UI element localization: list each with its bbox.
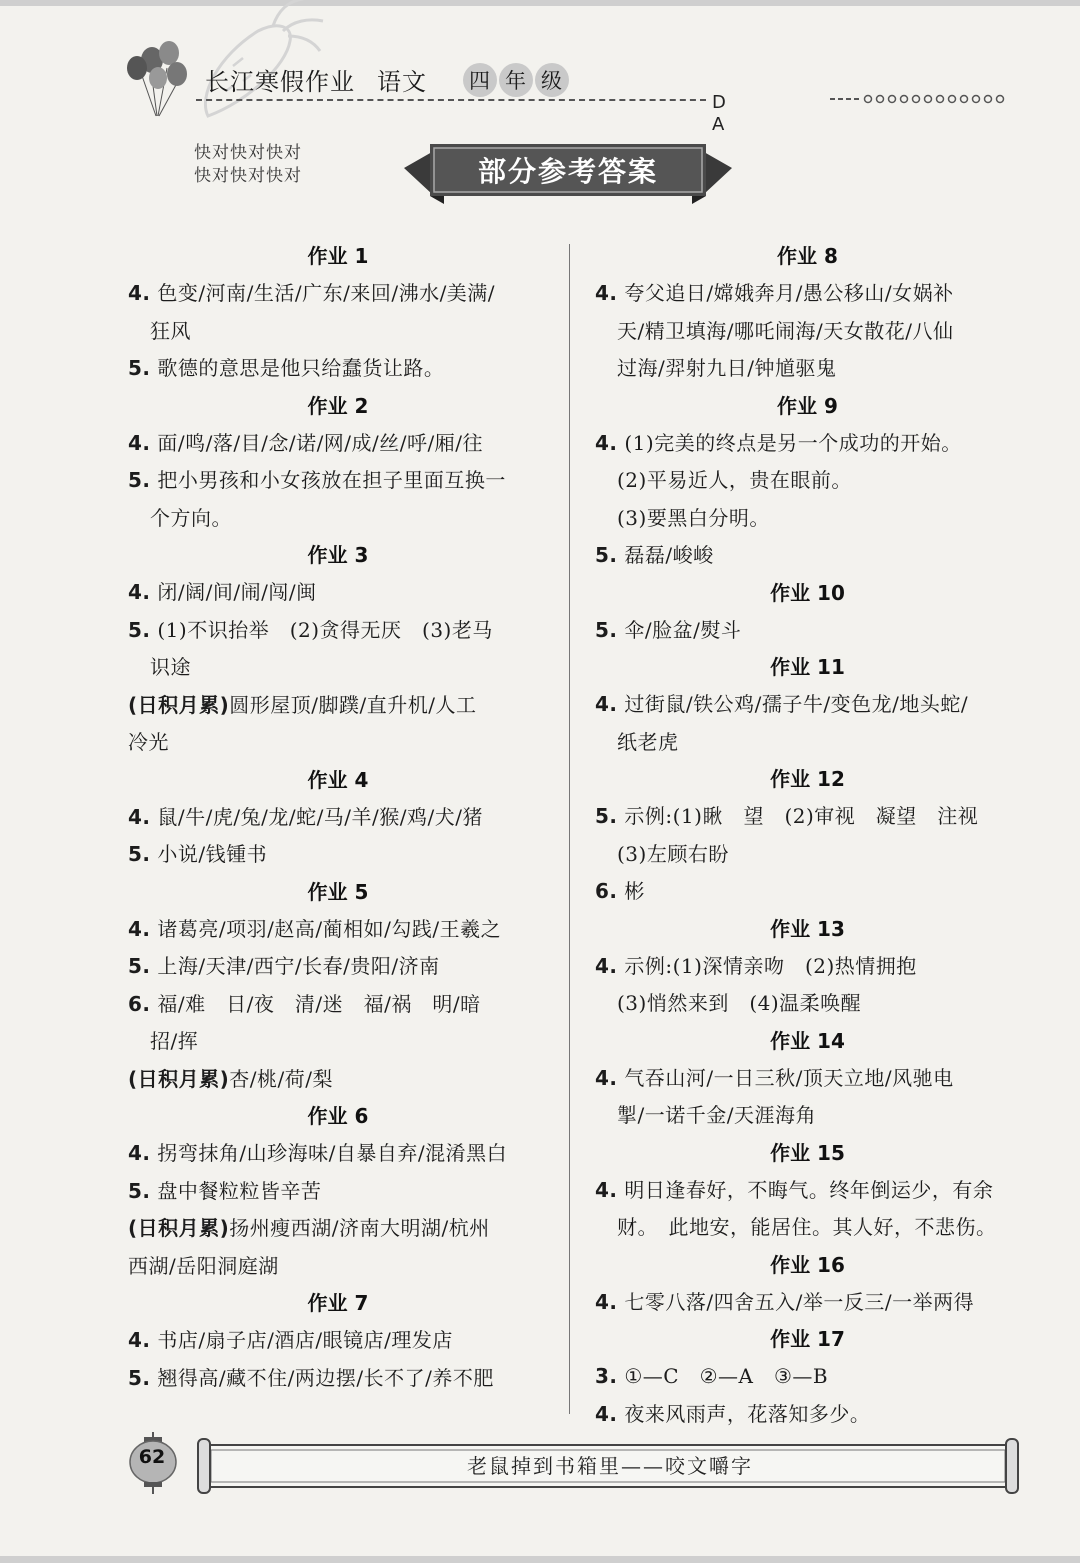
answer-text: 彬 <box>624 879 645 903</box>
answer-line <box>128 574 548 612</box>
answer-text: (1)完美的终点是另一个成功的开始。 <box>624 430 962 455</box>
question-number: 6. <box>595 879 618 903</box>
answer-text: (3)左顾右盼 <box>617 841 729 866</box>
answer-text: 夜来风雨声，花落知多少。 <box>624 1401 871 1426</box>
question-number: 4. <box>595 1401 618 1426</box>
answer-text: 纸老虎 <box>617 729 679 754</box>
subject-label: 语文 <box>377 68 427 96</box>
question-number: 5. <box>595 804 618 828</box>
answer-line <box>595 873 1020 911</box>
footer-proverb: 老鼠掉到书箱里——咬文嚼字 <box>467 1454 753 1478</box>
answer-line <box>128 1173 548 1211</box>
answer-text: 盘中餐粒粒皆辛苦 <box>157 1178 322 1203</box>
question-number: 4. <box>595 281 618 305</box>
section-title: 作业 11 <box>770 655 845 679</box>
answer-line <box>595 798 1020 836</box>
answer-text: 伞/脸盆/熨斗 <box>624 617 742 642</box>
letter-d: D <box>712 92 726 113</box>
answer-line <box>595 612 1020 650</box>
header-divider <box>196 99 706 101</box>
answer-line <box>595 1284 1020 1322</box>
answer-text: 色变/河南/生活/广东/来回/沸水/美满/ <box>157 281 496 305</box>
answer-line <box>595 686 1020 724</box>
slogan-line: 快对快对快对 <box>194 166 302 186</box>
section-title: 作业 3 <box>307 543 369 567</box>
answer-line <box>595 836 1020 874</box>
question-number: 3. <box>595 1364 618 1388</box>
question-number: 4. <box>128 281 151 305</box>
answer-text: 明日逢春好，不晦气。终年倒运少，有余 <box>624 1177 994 1202</box>
daily-accumulation-label: (日积月累) <box>128 1066 230 1091</box>
answer-text: 鼠/牛/虎/兔/龙/蛇/马/羊/猴/鸡/犬/猪 <box>157 804 483 829</box>
question-number: 4. <box>128 1328 151 1352</box>
answer-line <box>128 1360 548 1398</box>
banner-title: 部分参考答案 <box>477 155 658 188</box>
answer-line <box>595 462 1020 500</box>
question-number: 4. <box>128 1141 151 1165</box>
answer-line <box>595 313 1020 351</box>
question-number: 4. <box>595 953 618 978</box>
question-number: 4. <box>128 580 151 604</box>
answer-line <box>128 649 548 687</box>
answer-line <box>128 1135 548 1173</box>
question-number: 5. <box>128 842 151 866</box>
answer-text: 识途 <box>150 655 191 679</box>
slogan-line: 快对快对快对 <box>194 143 302 163</box>
answer-line <box>595 275 1020 313</box>
answer-line <box>595 948 1020 986</box>
question-number: 4. <box>595 1177 618 1202</box>
answer-line <box>595 1060 1020 1098</box>
answer-line <box>595 985 1020 1023</box>
answer-text: 财。 此地安，能居住。其人好，不悲伤。 <box>617 1215 997 1239</box>
answer-line <box>128 1061 548 1099</box>
answer-line <box>595 350 1020 388</box>
section-title: 作业 13 <box>770 916 845 941</box>
slogan <box>194 142 302 188</box>
question-number: 5. <box>128 954 151 978</box>
section-title: 作业 8 <box>777 244 838 268</box>
question-number: 5. <box>128 468 151 492</box>
book-title: 长江寒假作业 <box>205 68 355 96</box>
answer-text: 歌德的意思是他只给蠢货让路。 <box>157 356 445 380</box>
answer-text: 夸父追日/嫦娥奔月/愚公移山/女娲补 <box>624 281 954 305</box>
answer-line <box>595 1358 1020 1396</box>
answer-line <box>128 986 548 1024</box>
answer-line <box>128 799 548 837</box>
answer-text: (3)悄然来到 (4)温柔唤醒 <box>617 991 862 1015</box>
answer-text: 小说/钱锺书 <box>157 842 268 866</box>
answer-line <box>128 1023 548 1061</box>
answer-text: 闭/阔/间/闹/闯/闽 <box>157 580 317 604</box>
answer-line <box>128 1322 548 1360</box>
answer-line <box>128 687 548 725</box>
grade-char: 四 <box>463 63 497 97</box>
daily-accumulation-label: (日积月累) <box>128 1216 230 1240</box>
answer-line <box>128 500 548 538</box>
question-number: 5. <box>128 356 151 380</box>
answer-text: ①—C ②—A ③—B <box>624 1364 829 1388</box>
answer-line <box>595 724 1020 762</box>
answer-line <box>128 350 548 388</box>
answer-text: (3)要黑白分明。 <box>617 505 770 530</box>
answer-line <box>128 836 548 874</box>
answer-line <box>128 1210 548 1248</box>
answer-line <box>128 1248 548 1286</box>
answer-text: (1)不识抬举 (2)贪得无厌 (3)老马 <box>157 617 493 642</box>
answer-text: 扬州瘦西湖/济南大明湖/杭州 <box>229 1216 490 1240</box>
section-title: 作业 16 <box>770 1252 845 1277</box>
scan-edge-top <box>0 0 1080 6</box>
answer-text: 磊磊/峻峻 <box>624 543 714 567</box>
answer-line <box>595 537 1020 575</box>
answer-text: 翘得高/藏不住/两边摆/长不了/养不肥 <box>157 1365 494 1390</box>
answer-text: 书店/扇子店/酒店/眼镜店/理发店 <box>157 1328 453 1352</box>
answer-text: 冷光 <box>128 730 169 754</box>
answer-text: 掣/一诺千金/天涯海角 <box>617 1103 816 1127</box>
question-number: 5. <box>595 543 618 567</box>
dotted-ornament <box>830 92 1020 106</box>
grade-label <box>463 63 569 97</box>
answer-text: 示例:(1)瞅 望 (2)审视 凝望 注视 <box>624 804 979 828</box>
answer-line <box>595 500 1020 538</box>
answer-text: 招/挥 <box>150 1029 199 1053</box>
section-title: 作业 12 <box>770 767 845 791</box>
header-letters <box>712 92 726 136</box>
section-title: 作业 6 <box>307 1104 369 1128</box>
answer-text: 圆形屋顶/脚蹼/直升机/人工 <box>229 692 477 717</box>
grade-char: 年 <box>499 63 533 97</box>
question-number: 4. <box>595 692 618 716</box>
question-number: 6. <box>128 991 151 1016</box>
answer-line <box>128 911 548 949</box>
question-number: 4. <box>128 916 151 941</box>
question-number: 4. <box>128 804 151 829</box>
answer-text: 天/精卫填海/哪吒闹海/天女散花/八仙 <box>617 318 954 343</box>
right-column <box>595 238 1020 1433</box>
answer-text: 过街鼠/铁公鸡/孺子牛/变色龙/地头蛇/ <box>624 692 969 716</box>
scan-edge-bottom <box>0 1556 1080 1563</box>
answer-text: 把小男孩和小女孩放在担子里面互换一 <box>157 468 506 492</box>
answer-line <box>128 425 548 463</box>
answer-line <box>128 612 548 650</box>
answer-text: 杏/桃/荷/梨 <box>229 1066 333 1091</box>
answer-text: (2)平易近人，贵在眼前。 <box>617 468 852 492</box>
answer-line <box>128 948 548 986</box>
book-header <box>205 62 569 97</box>
page-number: 62 <box>138 1446 166 1468</box>
answer-line <box>595 1396 1020 1434</box>
grade-char: 级 <box>535 63 569 97</box>
answer-text: 狂风 <box>150 318 191 343</box>
answer-text: 个方向。 <box>150 505 232 530</box>
section-title: 作业 17 <box>770 1327 845 1351</box>
daily-accumulation-label: (日积月累) <box>128 692 230 717</box>
answer-line <box>595 1209 1020 1247</box>
answer-line <box>595 1097 1020 1135</box>
question-number: 5. <box>128 1365 151 1390</box>
question-number: 5. <box>128 1178 151 1203</box>
section-title: 作业 4 <box>307 767 369 792</box>
section-title: 作业 5 <box>307 879 369 904</box>
letter-a: A <box>712 114 725 135</box>
left-column <box>128 238 548 1397</box>
section-title: 作业 2 <box>307 393 369 418</box>
answer-line <box>128 462 548 500</box>
answer-text: 示例:(1)深情亲吻 (2)热情拥抱 <box>624 953 917 978</box>
answer-text: 上海/天津/西宁/长春/贵阳/济南 <box>157 954 440 978</box>
answer-text: 诸葛亮/项羽/赵高/蔺相如/勾践/王羲之 <box>157 916 502 941</box>
question-number: 4. <box>595 430 618 455</box>
question-number: 4. <box>595 1065 618 1090</box>
answer-text: 面/鸣/落/目/念/诺/网/成/丝/呼/厢/往 <box>157 430 483 455</box>
section-title: 作业 7 <box>307 1291 369 1315</box>
answer-line <box>128 313 548 351</box>
section-title: 作业 14 <box>770 1028 845 1053</box>
answer-text: 过海/羿射九日/钟馗驱鬼 <box>617 356 837 380</box>
answer-line <box>128 724 548 762</box>
question-number: 5. <box>128 617 151 642</box>
column-divider <box>569 244 570 1414</box>
answer-text: 福/难 日/夜 清/迷 福/祸 明/暗 <box>157 991 481 1016</box>
answer-line <box>595 425 1020 463</box>
question-number: 4. <box>128 430 151 455</box>
section-title: 作业 10 <box>770 580 845 605</box>
answer-line <box>595 1172 1020 1210</box>
question-number: 5. <box>595 617 618 642</box>
section-title: 作业 9 <box>777 393 838 418</box>
answer-text: 拐弯抹角/山珍海味/自暴自弃/混淆黑白 <box>157 1141 508 1165</box>
section-title: 作业 15 <box>770 1140 845 1165</box>
answer-text: 七零八落/四舍五入/举一反三/一举两得 <box>624 1289 975 1314</box>
answer-text: 气吞山河/一日三秋/顶天立地/风驰电 <box>624 1065 954 1090</box>
section-title: 作业 1 <box>307 244 369 268</box>
question-number: 4. <box>595 1289 618 1314</box>
answer-line <box>128 275 548 313</box>
answer-text: 西湖/岳阳洞庭湖 <box>128 1253 279 1278</box>
